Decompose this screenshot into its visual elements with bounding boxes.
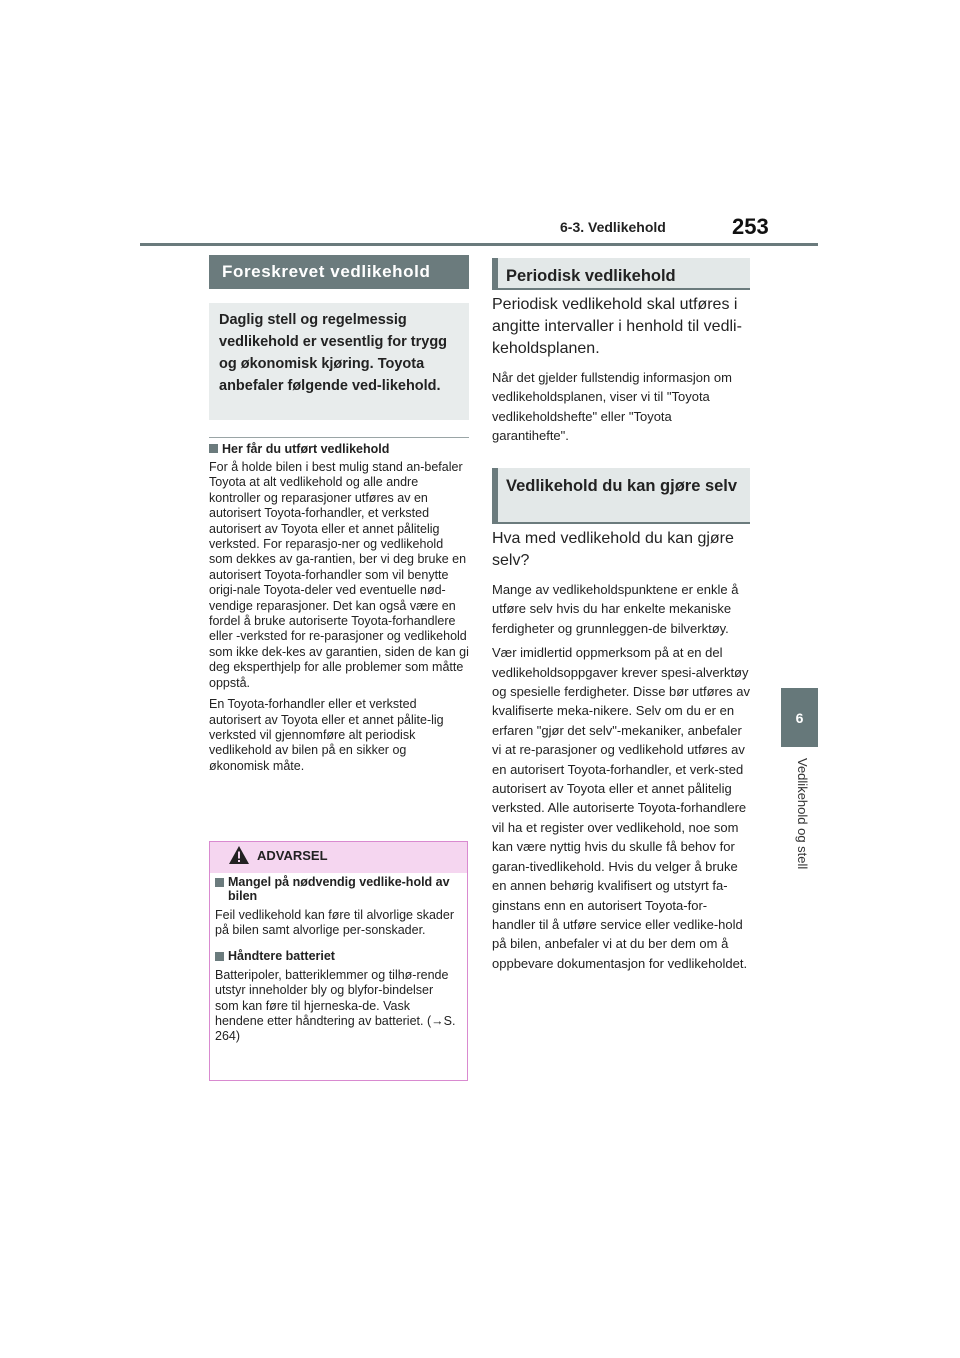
square-bullet-icon <box>209 444 218 453</box>
section-heading-foreskrevet: Foreskrevet vedlikehold <box>209 255 469 289</box>
intro-text: Daglig stell og regelmessig vedlikehold er vesentlig for trygg og økonomisk kjøring. Toyota anbefaler følgende ved-likehold. <box>219 312 448 394</box>
section-heading-rule <box>492 288 750 290</box>
divider <box>209 437 469 438</box>
text-selv-2: Vær imidlertid oppmerksom på at en del vedlikeholdsoppgaver krever spesi-alverktøy og spesielle ferdigheter. Disse bør utføres av kvalifiserte meka-nikere. Selv om du er en erfaren "gjør det selv"-mekaniker, anbefaler vi at re-parasjoner og vedlikehold utføres av en autorisert Toyota-forhandler, et verk-sted autorisert av Toyota eller et annet pålitelig verksted. Alle autoriserte Toyota-forhandlere vil ha et register over vedlikehold, noe som kan være nyttig hvis du skulle få behov for garan-tivedlikehold. Hvis du velger å bruke en annen behørig kvalifisert og utstyrt fa-ginstans enn en autorisert Toyota-for-handler til å utføre service eller vedlike-hold på bilen, anbefaler vi at du ber dem om å oppbevare dokumentasjon for vedlikeholdet. <box>492 645 750 971</box>
section-title: 6-3. Vedlikehold <box>560 219 666 235</box>
warning-title: ADVARSEL <box>257 848 328 863</box>
text-periodisk: Når det gjelder fullstendig informasjon om vedlikeholdsplanen, viser vi til "Toyota vedlikeholdshefte" eller "Toyota garantihefte". <box>492 370 732 444</box>
square-bullet-icon <box>215 952 224 961</box>
right-body-1 <box>492 294 750 446</box>
warning-item-1-title: Mangel på nødvendig vedlike-hold av bilen <box>215 875 460 903</box>
warning-item-1-text: Feil vedlikehold kan føre til alvorlige skader på bilen samt alvorlige per-sonskader. <box>215 908 454 938</box>
subheading-utfort: Her får du utført vedlikehold <box>209 442 469 456</box>
warning-triangle-icon <box>228 845 250 865</box>
warning-item-2-text: Batteripoler, batteriklemmer og tilhø-rende utstyr inneholder bly og blyfor-bindelser som kan føre til hjerneska-de. Vask hendene etter håndtering av batteriet. (→S. 264) <box>215 967 456 1044</box>
chapter-tab[interactable]: 6 <box>781 688 818 747</box>
paragraph-2: En Toyota-forhandler eller et verksted autorisert av Toyota eller et annet pålite-lig verksted vil gjennomføre alt periodisk vedlikehold av bilen på en sikker og økonomisk måte. <box>209 697 444 773</box>
square-bullet-icon <box>215 878 224 887</box>
section-heading-periodisk: Periodisk vedlikehold <box>492 258 750 288</box>
paragraph-1: For å holde bilen i best mulig stand an-befaler Toyota at alt vedlikehold og alle andre kontroller og reparasjoner utføres av en autorisert Toyota-forhandler, et verksted autorisert av Toyota eller et annet pålitelig verksted. For reparasjo-ner og vedlikehold som dekkes av ga-rantien, ber vi deg bruke en autorisert Toyota-forhandler som vil benytte origi-nale Toyota-deler ved eventuelle nød-vendige reparasjoner. Det kan også være en fordel å bruke autoriserte Toyota-forhandlere eller -verksted for re-parasjoner og vedlikehold som ikke dek-kes av garantien, siden de kan gi deg eksperthjelp for alle problemer som måtte oppstå. <box>209 460 469 690</box>
left-body <box>209 442 469 774</box>
right-body-2 <box>492 528 750 973</box>
lead-periodisk: Periodisk vedlikehold skal utføres i angitte intervaller i henhold til vedli-keholdsplanen. <box>492 296 742 357</box>
intro-box <box>209 303 469 420</box>
warning-item-2-title: Håndtere batteriet <box>215 949 460 963</box>
warning-content <box>215 875 460 1045</box>
chapter-label: Vedlikehold og stell <box>795 758 810 870</box>
text-selv-1: Mange av vedlikeholdspunktene er enkle å utføre selv hvis du har enkelte mekaniske ferdigheter og grunnleggen-de bilverktøy. <box>492 582 739 636</box>
lead-selv: Hva med vedlikehold du kan gjøre selv? <box>492 530 734 569</box>
header-rule <box>140 243 818 246</box>
page-number: 253 <box>732 214 769 239</box>
section-heading-rule <box>492 522 750 524</box>
section-heading-selv: Vedlikehold du kan gjøre selv <box>492 468 750 522</box>
